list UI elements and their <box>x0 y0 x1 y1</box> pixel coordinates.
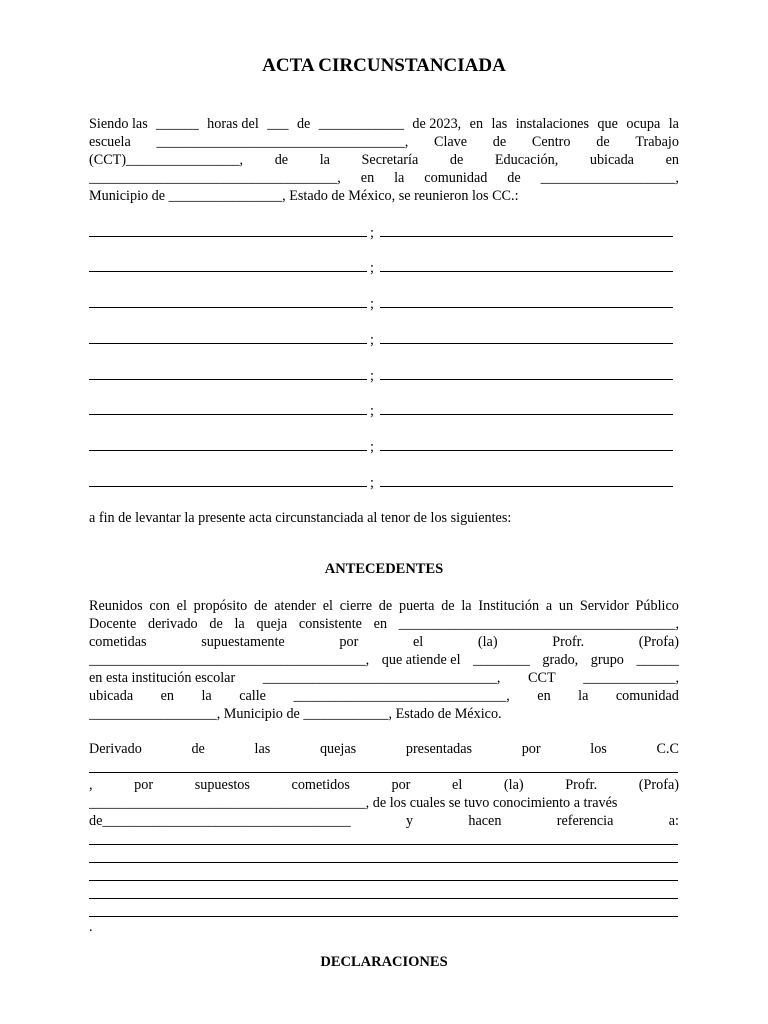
word: Público <box>635 598 679 614</box>
word: por <box>521 741 541 757</box>
word: en esta institución escolar <box>89 670 236 686</box>
word: la <box>394 170 405 186</box>
p3-line-4 <box>89 651 679 669</box>
word: grado, <box>542 652 579 668</box>
word: Profr. <box>552 634 585 650</box>
word: CCT <box>528 670 556 686</box>
declaraciones-heading: DECLARACIONES <box>320 954 448 970</box>
word: de___________________________________ <box>89 813 351 829</box>
word: los <box>590 741 607 757</box>
word: las <box>254 741 271 757</box>
word: comunidad <box>615 688 679 704</box>
word: las <box>491 116 508 132</box>
p3-line-3 <box>89 633 679 651</box>
word: ______________________________, <box>293 688 510 704</box>
separator: ; <box>370 403 374 419</box>
blank-line <box>89 771 678 773</box>
word: derivado <box>148 616 198 632</box>
p1-line-1 <box>89 115 679 133</box>
word: (Profa) <box>638 634 679 650</box>
word: Institución <box>478 598 540 614</box>
separator: ; <box>370 439 374 455</box>
word: de <box>296 116 311 132</box>
word: _______________________________________, <box>89 652 370 668</box>
attendee-name-blank <box>89 271 367 272</box>
separator: ; <box>370 475 374 491</box>
p4-line-3 <box>89 776 679 794</box>
p3-line-2 <box>89 615 679 633</box>
word: Trabajo <box>635 134 679 150</box>
word: comunidad <box>424 170 488 186</box>
p4-end-period: . <box>89 919 93 935</box>
word: _____________, <box>583 670 679 686</box>
word: en <box>665 152 679 168</box>
word: la <box>201 688 212 704</box>
word: en <box>360 170 375 186</box>
word: con <box>149 598 170 614</box>
word: C.C <box>656 741 679 757</box>
attendee-name-blank <box>89 379 367 380</box>
word: la <box>668 116 679 132</box>
word: Profr. <box>565 777 598 793</box>
attendee-role-blank <box>380 486 673 487</box>
word: ___________________, <box>540 170 679 186</box>
word: Clave <box>433 134 468 150</box>
separator: ; <box>370 332 374 348</box>
word: hacen <box>468 813 502 829</box>
attendee-name-blank <box>89 343 367 344</box>
word: grupo <box>590 652 624 668</box>
attendee-row <box>89 295 679 313</box>
attendee-role-blank <box>380 379 673 380</box>
p3-line-1 <box>89 597 679 615</box>
word: supuestos <box>194 777 250 793</box>
p3-line-6 <box>89 687 679 705</box>
separator: ; <box>370 260 374 276</box>
word: de <box>492 134 507 150</box>
word: de <box>254 598 268 614</box>
word: Servidor <box>579 598 629 614</box>
word: puerta <box>398 598 435 614</box>
word: atender <box>274 598 316 614</box>
word: de <box>274 152 289 168</box>
word: el <box>176 598 187 614</box>
word: Secretaría <box>361 152 419 168</box>
word: Centro <box>531 134 571 150</box>
word: _________________________________, <box>262 670 501 686</box>
word: propósito <box>193 598 248 614</box>
blank-line <box>89 843 678 845</box>
word: la <box>234 616 245 632</box>
word: que atiende el <box>381 652 461 668</box>
word: presentadas <box>405 741 473 757</box>
word: por <box>339 634 359 650</box>
antecedentes-heading: ANTECEDENTES <box>324 561 444 577</box>
attendee-role-blank <box>380 450 673 451</box>
word: cometidos <box>291 777 350 793</box>
word: ____________ <box>318 116 404 132</box>
word: Reunidos <box>89 598 143 614</box>
word: la <box>578 688 589 704</box>
p1-line-5: Municipio de ________________, Estado de México, se reunieron los CC.: <box>89 188 519 204</box>
p2-line: a fin de levantar la presente acta circunstanciada al tenor de los siguientes: <box>89 510 512 526</box>
word: queja <box>256 616 288 632</box>
word: ______ <box>156 116 199 132</box>
word: cometidas <box>89 634 147 650</box>
word: (CCT)________________, <box>89 152 244 168</box>
blank-line <box>89 915 678 917</box>
attendee-name-blank <box>89 450 367 451</box>
word: escuela <box>89 134 131 150</box>
word: de <box>191 741 205 757</box>
p1-line-2 <box>89 133 679 151</box>
word: la <box>319 152 330 168</box>
word: ___ <box>267 116 289 132</box>
word: cierre <box>339 598 373 614</box>
word: en <box>469 116 484 132</box>
word: (Profa) <box>638 777 679 793</box>
attendee-row <box>89 259 679 277</box>
word: ________ <box>473 652 530 668</box>
word: de <box>209 616 223 632</box>
p3-line-5 <box>89 669 679 687</box>
word: de <box>507 170 521 186</box>
word: (la) <box>477 634 498 650</box>
attendee-row <box>89 402 679 420</box>
word: Docente <box>89 616 137 632</box>
word: ubicada <box>89 688 134 704</box>
word: el <box>452 777 463 793</box>
word: _______________________________________, <box>398 616 679 632</box>
word: de <box>441 598 455 614</box>
word: consistente <box>298 616 362 632</box>
document-title: ACTA CIRCUNSTANCIADA <box>262 55 506 76</box>
word: calle <box>239 688 266 704</box>
word: la <box>461 598 472 614</box>
word: , <box>89 777 93 793</box>
p1-line-3 <box>89 151 679 169</box>
word: que <box>597 116 618 132</box>
attendee-row <box>89 331 679 349</box>
word: ocupa <box>626 116 661 132</box>
word: a: <box>668 813 679 829</box>
word: instalaciones <box>515 116 589 132</box>
word: supuestamente <box>201 634 285 650</box>
word: Siendo las <box>89 116 148 132</box>
blank-line <box>89 879 678 881</box>
word: un <box>558 598 574 614</box>
word: (la) <box>503 777 524 793</box>
word: y <box>405 813 414 829</box>
p1-line-4 <box>89 169 679 187</box>
word: el <box>412 634 424 650</box>
word: en <box>373 616 388 632</box>
blank-line <box>89 897 678 899</box>
separator: ; <box>370 368 374 384</box>
p4-line-1 <box>89 740 679 758</box>
separator: ; <box>370 296 374 312</box>
word: quejas <box>319 741 357 757</box>
word: de <box>378 598 393 614</box>
word: de <box>596 134 610 150</box>
attendee-row <box>89 474 679 492</box>
word: el <box>322 598 333 614</box>
word: ___________________________________, <box>89 170 341 186</box>
attendee-name-blank <box>89 236 367 237</box>
word: ubicada <box>589 152 634 168</box>
attendee-name-blank <box>89 414 367 415</box>
word: ___________________________________, <box>156 134 409 150</box>
attendee-row <box>89 224 679 242</box>
attendee-role-blank <box>380 236 673 237</box>
attendee-name-blank <box>89 486 367 487</box>
attendee-role-blank <box>380 343 673 344</box>
word: por <box>391 777 411 793</box>
blank-line <box>89 861 678 863</box>
separator: ; <box>370 225 374 241</box>
word: en <box>160 688 174 704</box>
word: Derivado <box>89 741 142 757</box>
word: de <box>449 152 464 168</box>
attendee-role-blank <box>380 414 673 415</box>
word: por <box>134 777 154 793</box>
word: ______ <box>636 652 679 668</box>
p4-line-4: _______________________________________, de los cuales se tuvo conocimiento a través <box>89 795 618 811</box>
attendee-row <box>89 367 679 385</box>
word: Educación, <box>494 152 559 168</box>
word: de 2023, <box>412 116 462 132</box>
p4-line-5 <box>89 812 679 830</box>
attendee-role-blank <box>380 307 673 308</box>
word: a <box>545 598 553 614</box>
word: en <box>537 688 551 704</box>
word: horas del <box>207 116 259 132</box>
attendee-role-blank <box>380 271 673 272</box>
p3-line-7: __________________, Municipio de ____________, Estado de México. <box>89 706 502 722</box>
attendee-row <box>89 438 679 456</box>
word: referencia <box>556 813 614 829</box>
attendee-name-blank <box>89 307 367 308</box>
